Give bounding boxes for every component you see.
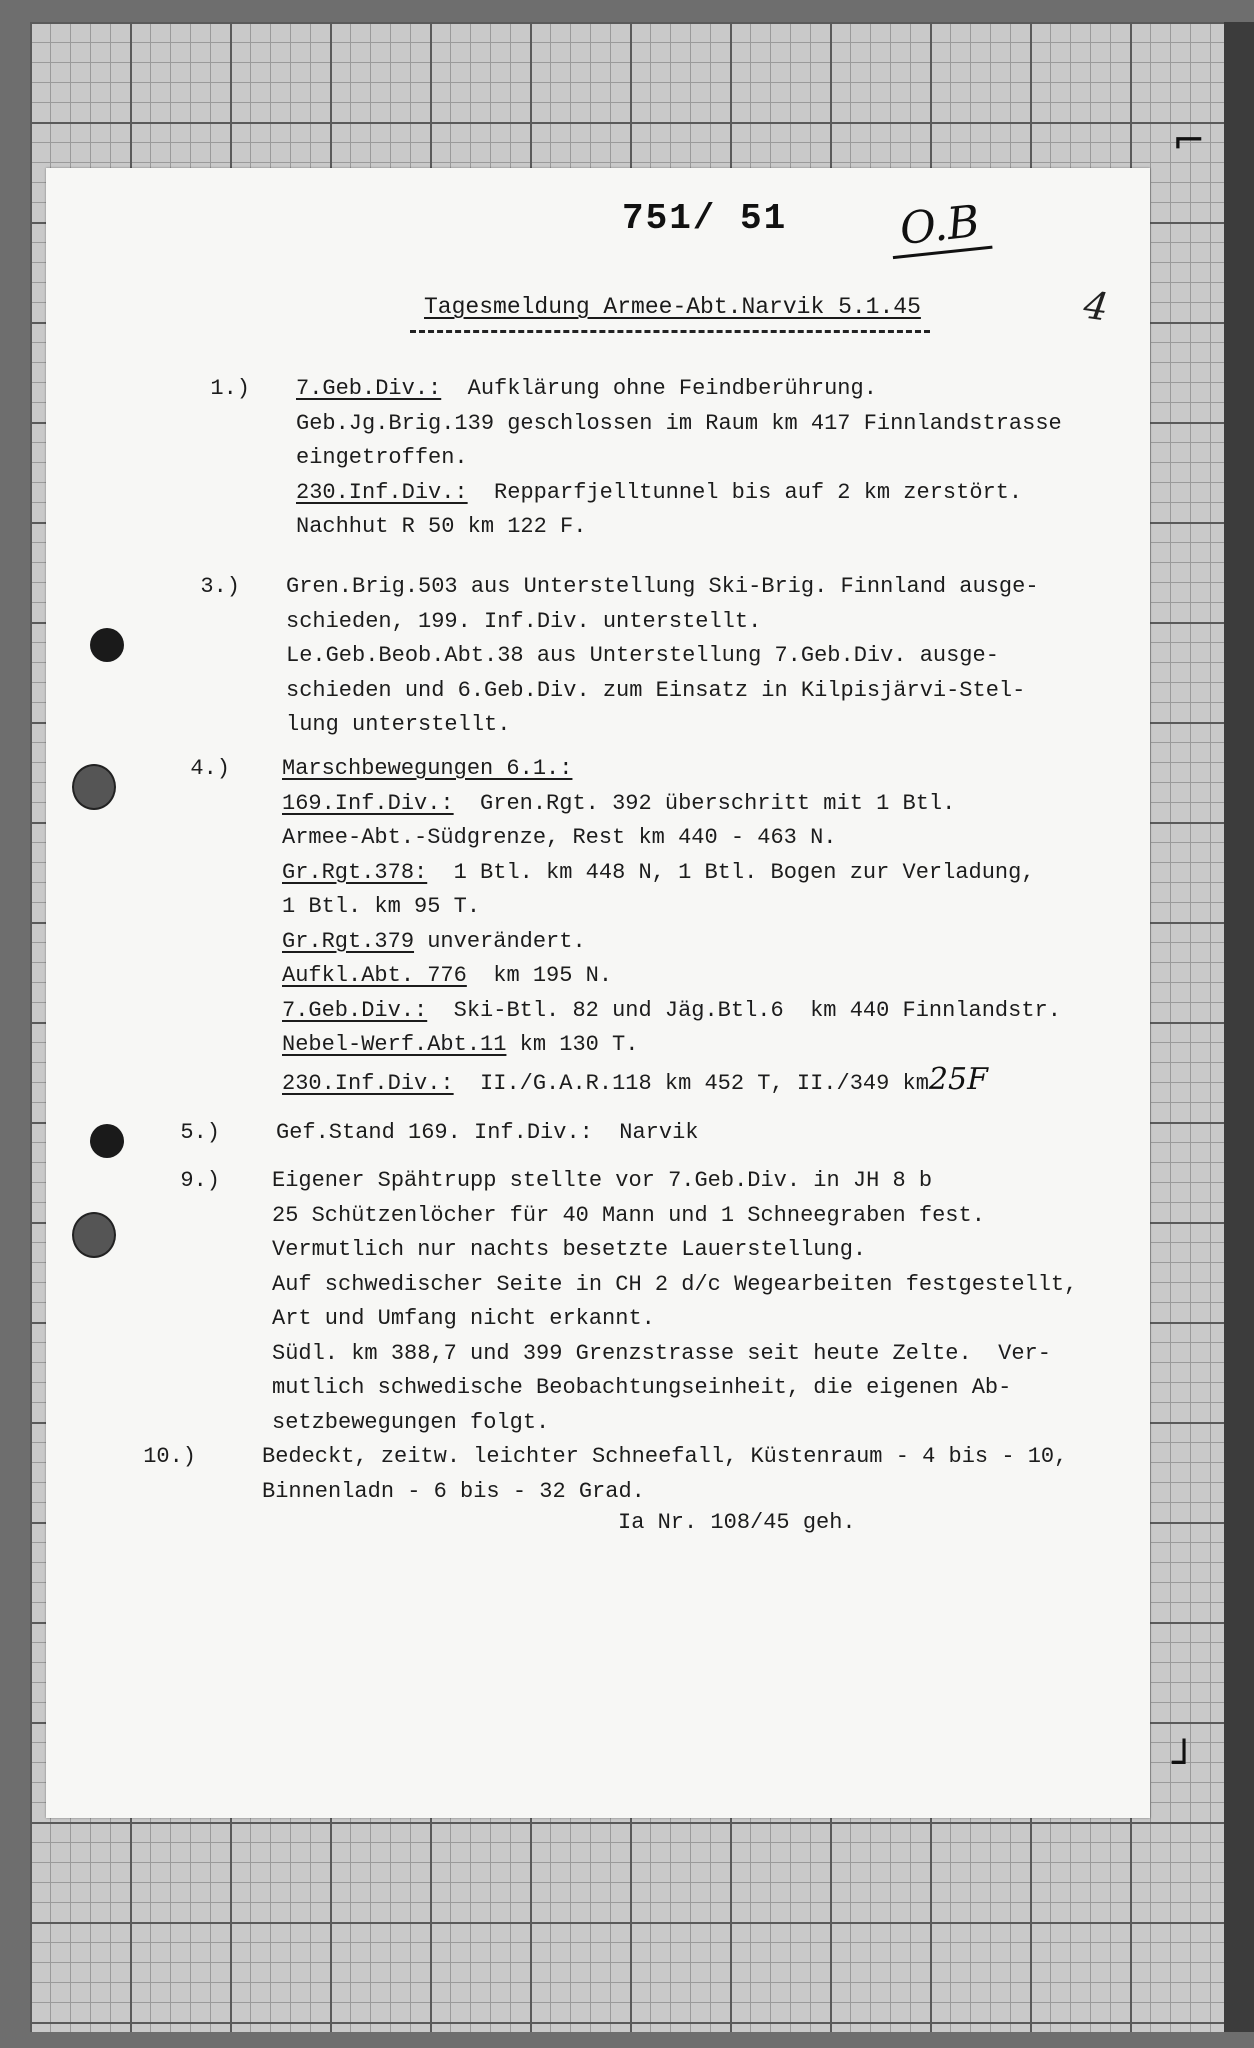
line-text: schieden und 6.Geb.Div. zum Einsatz in Kilpisjärvi-Stel- — [286, 677, 1026, 703]
report-line — [272, 1233, 866, 1268]
unit-label: 7.Geb.Div.: — [296, 376, 442, 401]
unit-label: 169.Inf.Div.: — [282, 790, 454, 816]
report-line — [282, 925, 586, 960]
report-line — [262, 1440, 1067, 1475]
line-text: km 130 T. — [506, 1032, 639, 1057]
line-text: Südl. km 388,7 und 399 Grenzstrasse seit heute Zelte. Ver- — [272, 1340, 1051, 1366]
section-number: 3.) — [200, 574, 240, 599]
line-text: schieden, 199. Inf.Div. unterstellt. — [286, 608, 762, 634]
line-text: km 195 N. — [466, 963, 613, 988]
unit-label: 230.Inf.Div.: — [296, 479, 468, 505]
line-text: unverändert. — [414, 928, 586, 954]
report-line — [296, 510, 586, 545]
document-number: 751/ 51 — [622, 198, 788, 239]
line-text: 1 Btl. km 448 N, 1 Btl. Bogen zur Verladung, — [427, 859, 1035, 885]
report-line — [296, 407, 1062, 442]
report-line — [272, 1337, 1051, 1372]
line-text: Geb.Jg.Brig.139 geschlossen im Raum km 417 Finnlandstrasse — [296, 410, 1062, 436]
line-text: Gren.Brig.503 aus Unterstellung Ski-Brig. Finnland ausge- — [286, 574, 1039, 599]
section-number: 9.) — [180, 1168, 220, 1193]
report-line — [282, 856, 1035, 891]
unit-label: Nebel-Werf.Abt.11 — [282, 1032, 507, 1057]
line-text: Bedeckt, zeitw. leichter Schneefall, Küstenraum - 4 bis - 10, — [262, 1444, 1068, 1469]
report-line — [272, 1371, 1011, 1406]
report-line — [262, 1475, 645, 1510]
unit-label: Marschbewegungen 6.1.: — [282, 756, 573, 781]
line-text: Art und Umfang nicht erkannt. — [272, 1306, 655, 1331]
report-line — [282, 821, 837, 856]
corner-mark-top: ⌐ — [1172, 118, 1206, 164]
report-line — [296, 476, 1022, 511]
handwritten-annotation: 25F — [928, 1061, 988, 1097]
line-text: eingetroffen. — [296, 445, 468, 470]
line-text: Gren.Rgt. 392 überschritt mit 1 Btl. — [453, 790, 956, 816]
report-line — [286, 605, 761, 640]
line-text: Binnenladn - 6 bis - 32 Grad. — [262, 1478, 645, 1504]
corner-mark-bottom: ┘ — [1172, 1740, 1197, 1786]
unit-label: Gr.Rgt.378: — [282, 859, 428, 885]
report-line — [296, 372, 877, 407]
report-line — [282, 752, 572, 787]
unit-label: Aufkl.Abt. 776 — [282, 963, 467, 988]
section-number: 1.) — [210, 376, 250, 401]
line-text: Armee-Abt.-Südgrenze, Rest km 440 - 463 N. — [282, 825, 837, 850]
report-line — [282, 890, 480, 925]
unit-label: 7.Geb.Div.: — [282, 997, 428, 1023]
section-number: 5.) — [180, 1120, 220, 1145]
handwritten-initials: O.B — [887, 195, 992, 259]
line-text: Repparfjelltunnel bis auf 2 km zerstört. — [467, 479, 1023, 505]
line-text: Gef.Stand 169. Inf.Div.: Narvik — [276, 1120, 699, 1145]
report-line — [286, 674, 1025, 709]
line-text: mutlich schwedische Beobachtungseinheit, die eigenen Ab- — [272, 1375, 1012, 1400]
section-number: 4.) — [190, 756, 230, 781]
line-text: Auf schwedischer Seite in CH 2 d/c Wegearbeiten festgestellt, — [272, 1271, 1078, 1297]
line-text: II./G.A.R.118 km 452 T, II./349 km — [453, 1070, 929, 1096]
report-line — [286, 708, 510, 743]
section-number: 10.) — [143, 1444, 196, 1469]
line-text: Eigener Spähtrupp stellte vor 7.Geb.Div. in JH 8 b — [272, 1168, 933, 1193]
unit-label: Gr.Rgt.379 — [282, 928, 415, 954]
report-line — [296, 441, 468, 476]
report-line — [272, 1302, 655, 1337]
line-text: lung unterstellt. — [286, 712, 511, 737]
line-text: Aufklärung ohne Feindberührung. — [441, 376, 877, 401]
report-line — [272, 1164, 932, 1199]
line-text: Le.Geb.Beob.Abt.38 aus Unterstellung 7.Geb.Div. ausge- — [286, 643, 999, 668]
handwritten-page-mark: 4 — [1081, 282, 1112, 330]
line-text: Nachhut R 50 km 122 F. — [296, 514, 587, 539]
line-text: Vermutlich nur nachts besetzte Lauerstellung. — [272, 1237, 867, 1262]
line-text: Ski-Btl. 82 und Jäg.Btl.6 km 440 Finnlandstr. — [427, 997, 1061, 1023]
report-line — [286, 570, 1039, 605]
report-line — [282, 1028, 638, 1063]
report-line — [272, 1199, 985, 1234]
report-line — [276, 1116, 698, 1151]
report-line — [282, 1063, 988, 1102]
report-line — [286, 639, 999, 674]
reference-number: Ia Nr. 108/45 geh. — [618, 1510, 856, 1535]
report-line — [272, 1268, 1077, 1303]
page-title: Tagesmeldung Armee-Abt.Narvik 5.1.45 — [424, 294, 921, 320]
report-line — [282, 787, 955, 822]
report-line — [272, 1406, 549, 1441]
report-line — [282, 959, 612, 994]
line-text: 1 Btl. km 95 T. — [282, 894, 481, 919]
unit-label: 230.Inf.Div.: — [282, 1070, 454, 1096]
line-text: setzbewegungen folgt. — [272, 1409, 550, 1435]
line-text: 25 Schützenlöcher für 40 Mann und 1 Schneegraben fest. — [272, 1202, 985, 1228]
report-line — [282, 994, 1061, 1029]
